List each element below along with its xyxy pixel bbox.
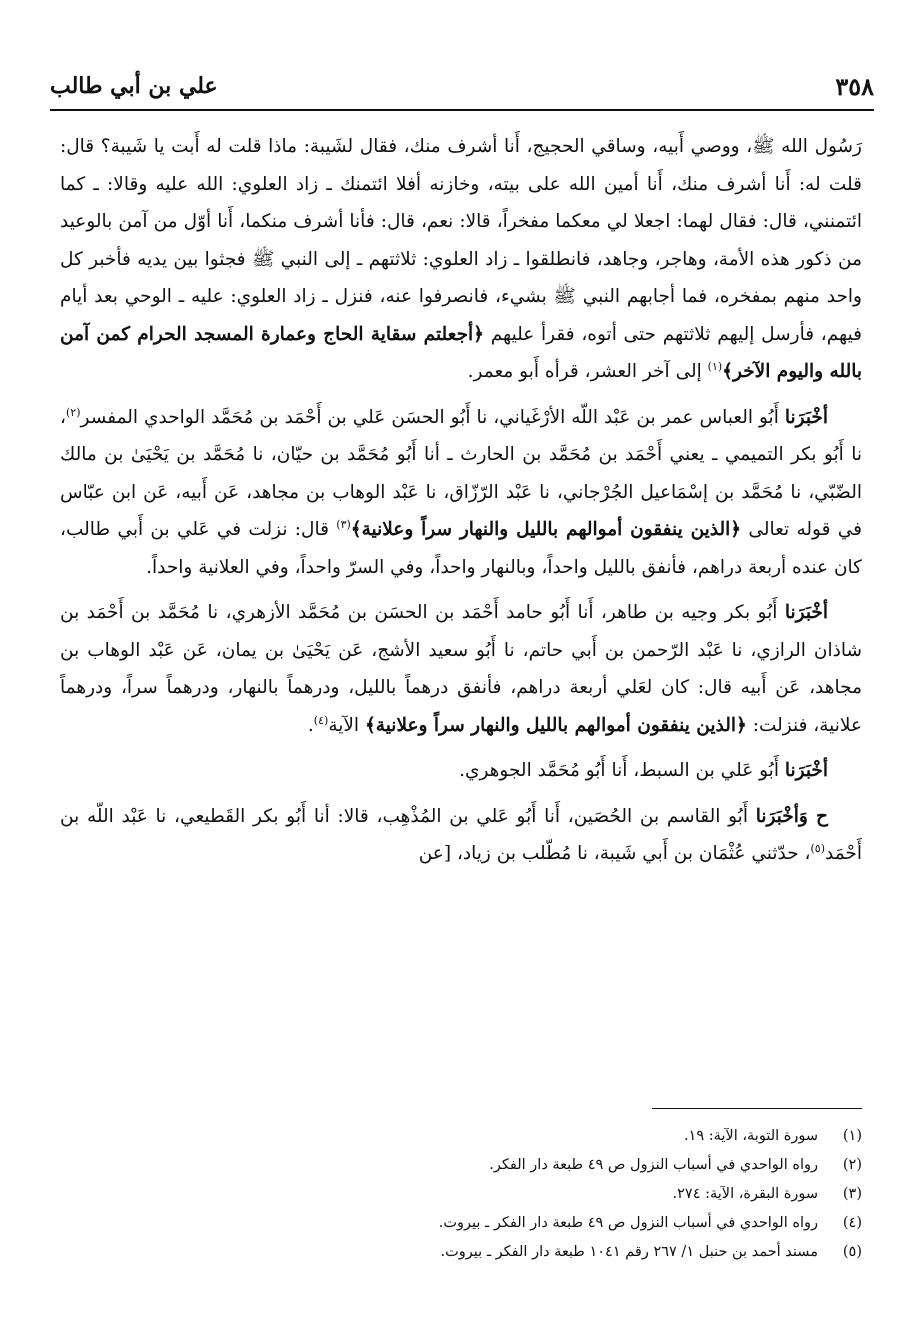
footnote xyxy=(60,1209,862,1238)
quran-verse: ﴿أجعلتم سقاية الحاج وعمارة المسجد الحرام كمن آمن بالله واليوم الآخر﴾ xyxy=(60,323,862,382)
text-segment: ، نا أَبُو بكر التميمي ـ يعني أَحْمَد بن مُحَمَّد بن الحارث ـ أنا أَبُو مُحَمَّد بن حيّان، نا مُحَمَّد بن يَحْيَىٰ بن مالك الضّبّي، نا مُحَمَّد بن إسْمَاعيل الجُرْجاني، نا عَبْد الرّزّاق، نا عَبْد الوهاب بن مجاهد، عَن أَبيه، عَن ابن عبّاس في قوله تعالى xyxy=(60,406,862,540)
text-segment: أَبُو بكر وجيه بن طاهر، أَنا أَبُو حامد أَحْمَد بن الحسَن بن مُحَمَّد الأزهري، نا مُحَمَّد بن أَحْمَد بن شاذان الرازي، نا عَبْد الرّحمن بن أَبي حاتم، نا أَبُو سعيد الأشج، عَن يَحْيَىٰ بن يمان، عَن عَبْد الوهاب بن مجاهد، عَن أَبيه قال: كان لعَلي أربعة دراهم، فأنفق درهماً بالليل، ودرهماً بالنهار، ودرهماً سراً، ودرهماً علانية، فنزلت: xyxy=(60,602,862,736)
isnad-lead: أخْبَرَنا xyxy=(784,406,828,428)
text-segment: أَبُو عَلي بن السبط، أَنا أَبُو مُحَمَّد الجوهري. xyxy=(459,760,785,781)
text-segment: ، حدّثني عُثْمَان بن أَبي شَيبة، نا مُطّلب بن زياد، [عن xyxy=(418,843,811,864)
quran-verse: ﴿الذين ينفقون أموالهم بالليل والنهار سراً وعلانية﴾ xyxy=(350,519,742,540)
footnote-text: سورة البقرة، الآية: ٢٧٤. xyxy=(672,1186,818,1202)
text-segment: أَبُو العباس عمر بن عَبْد اللّه الأرْغَياني، نا أَبُو الحسَن عَلي بن أَحْمَد بن مُحَمَّد الواحدي المفسر xyxy=(80,406,785,428)
text-segment: أَبُو القاسم بن الحُصَين، أَنا أَبُو عَلي بن المُذْهِب، قالا: أنا أَبُو بكر القَطيعي، نا عَبْد اللّه بن أَحْمَد xyxy=(60,805,862,864)
footnote-number: (٣) xyxy=(842,1186,862,1202)
text-segment: . xyxy=(307,714,314,736)
isnad-lead: أخْبَرَنا xyxy=(784,760,828,781)
footnote-ref: (٥) xyxy=(810,841,826,855)
paragraph xyxy=(60,798,862,873)
footnote-ref: (٣) xyxy=(336,517,351,531)
footnote-ref: (٤) xyxy=(313,713,329,727)
footnote-text: مسند أحمد بن حنبل ١/ ٢٦٧ رقم ١٠٤١ طبعة دار الفكر ـ بيروت. xyxy=(440,1244,818,1260)
body-text xyxy=(60,128,862,873)
page-number: ٣٥٨ xyxy=(835,71,874,101)
footnote-rule xyxy=(652,1108,862,1109)
footnotes xyxy=(60,1122,862,1267)
footnote xyxy=(60,1151,862,1180)
footnote xyxy=(60,1122,862,1151)
text-segment: الآية xyxy=(328,714,365,736)
footnote xyxy=(60,1180,862,1209)
footnote-text: سورة التوبة، الآية: ١٩. xyxy=(683,1128,818,1144)
text-segment: رَسُول الله ﷺ، ووصي أَبيه، وساقي الحجيج، أَنا أشرف منك، فقال لشَيبة: ماذا قلت له أَبت يا شَيبة؟ قال: قلت له: أَنا أشرف منك، أَنا أمين الله على بيته، وخازنه أفلا ائتمنك ـ زاد العلوي: الله عليه وقالا: ـ كما ائتمنني، قال: فقال لهما: اجعلا لي معكما مفخراً، قالا: نعم، قال: فأنا أشرف منكما، أَنا أوّل من آمن بالوعيد من ذكور هذه الأمة، وهاجر، وجاهد، فانطلقوا ـ زاد العلوي: ثلاثتهم ـ إلى النبي ﷺ فجثوا بين يديه فأخبر كل واحد منهم بمفخره، فما أجابهم النبي ﷺ بشيء، فانصرفوا عنه، فنزل ـ زاد العلوي: عليه ـ الوحي بعد أيام فيهم، فأرسل إليهم ثلاثتهم حتى أتوه، فقرأ عليهم xyxy=(60,136,863,345)
footnote xyxy=(60,1238,862,1267)
footnote-number: (١) xyxy=(842,1128,862,1144)
isnad-lead: أخْبَرَنا xyxy=(784,602,828,623)
paragraph xyxy=(60,399,862,587)
quran-verse: ﴿الذين ينفقون أموالهم بالليل والنهار سراً وعلانية﴾ xyxy=(364,714,747,736)
paragraph xyxy=(60,128,862,391)
text-segment: إلى آخر العشر، قرأه أَبو معمر. xyxy=(467,361,708,382)
paragraph xyxy=(60,594,862,744)
footnote-text: رواه الواحدي في أسباب النزول ص ٤٩ طبعة دار الفكر ـ بيروت. xyxy=(438,1215,818,1231)
footnote-number: (٢) xyxy=(842,1157,862,1173)
page-header xyxy=(50,66,874,106)
text-segment: قال: نزلت في عَلي بن أَبي طالب، كان عنده أربعة دراهم، فأنفق بالليل واحداً، وبالنهار واحداً، وفي السرّ واحداً، وفي العلانية واحداً. xyxy=(60,519,862,578)
footnote-number: (٥) xyxy=(842,1244,862,1260)
header-rule xyxy=(50,109,874,111)
isnad-lead: ح وَأخْبَرَنا xyxy=(755,805,828,827)
footnote-ref: (٢) xyxy=(65,405,81,419)
running-title: علي بن أبي طالب xyxy=(50,73,218,99)
footnote-number: (٤) xyxy=(842,1215,862,1231)
paragraph xyxy=(60,752,862,790)
footnote-text: رواه الواحدي في أسباب النزول ص ٤٩ طبعة دار الفكر. xyxy=(489,1157,818,1173)
footnote-ref: (١) xyxy=(707,359,723,373)
